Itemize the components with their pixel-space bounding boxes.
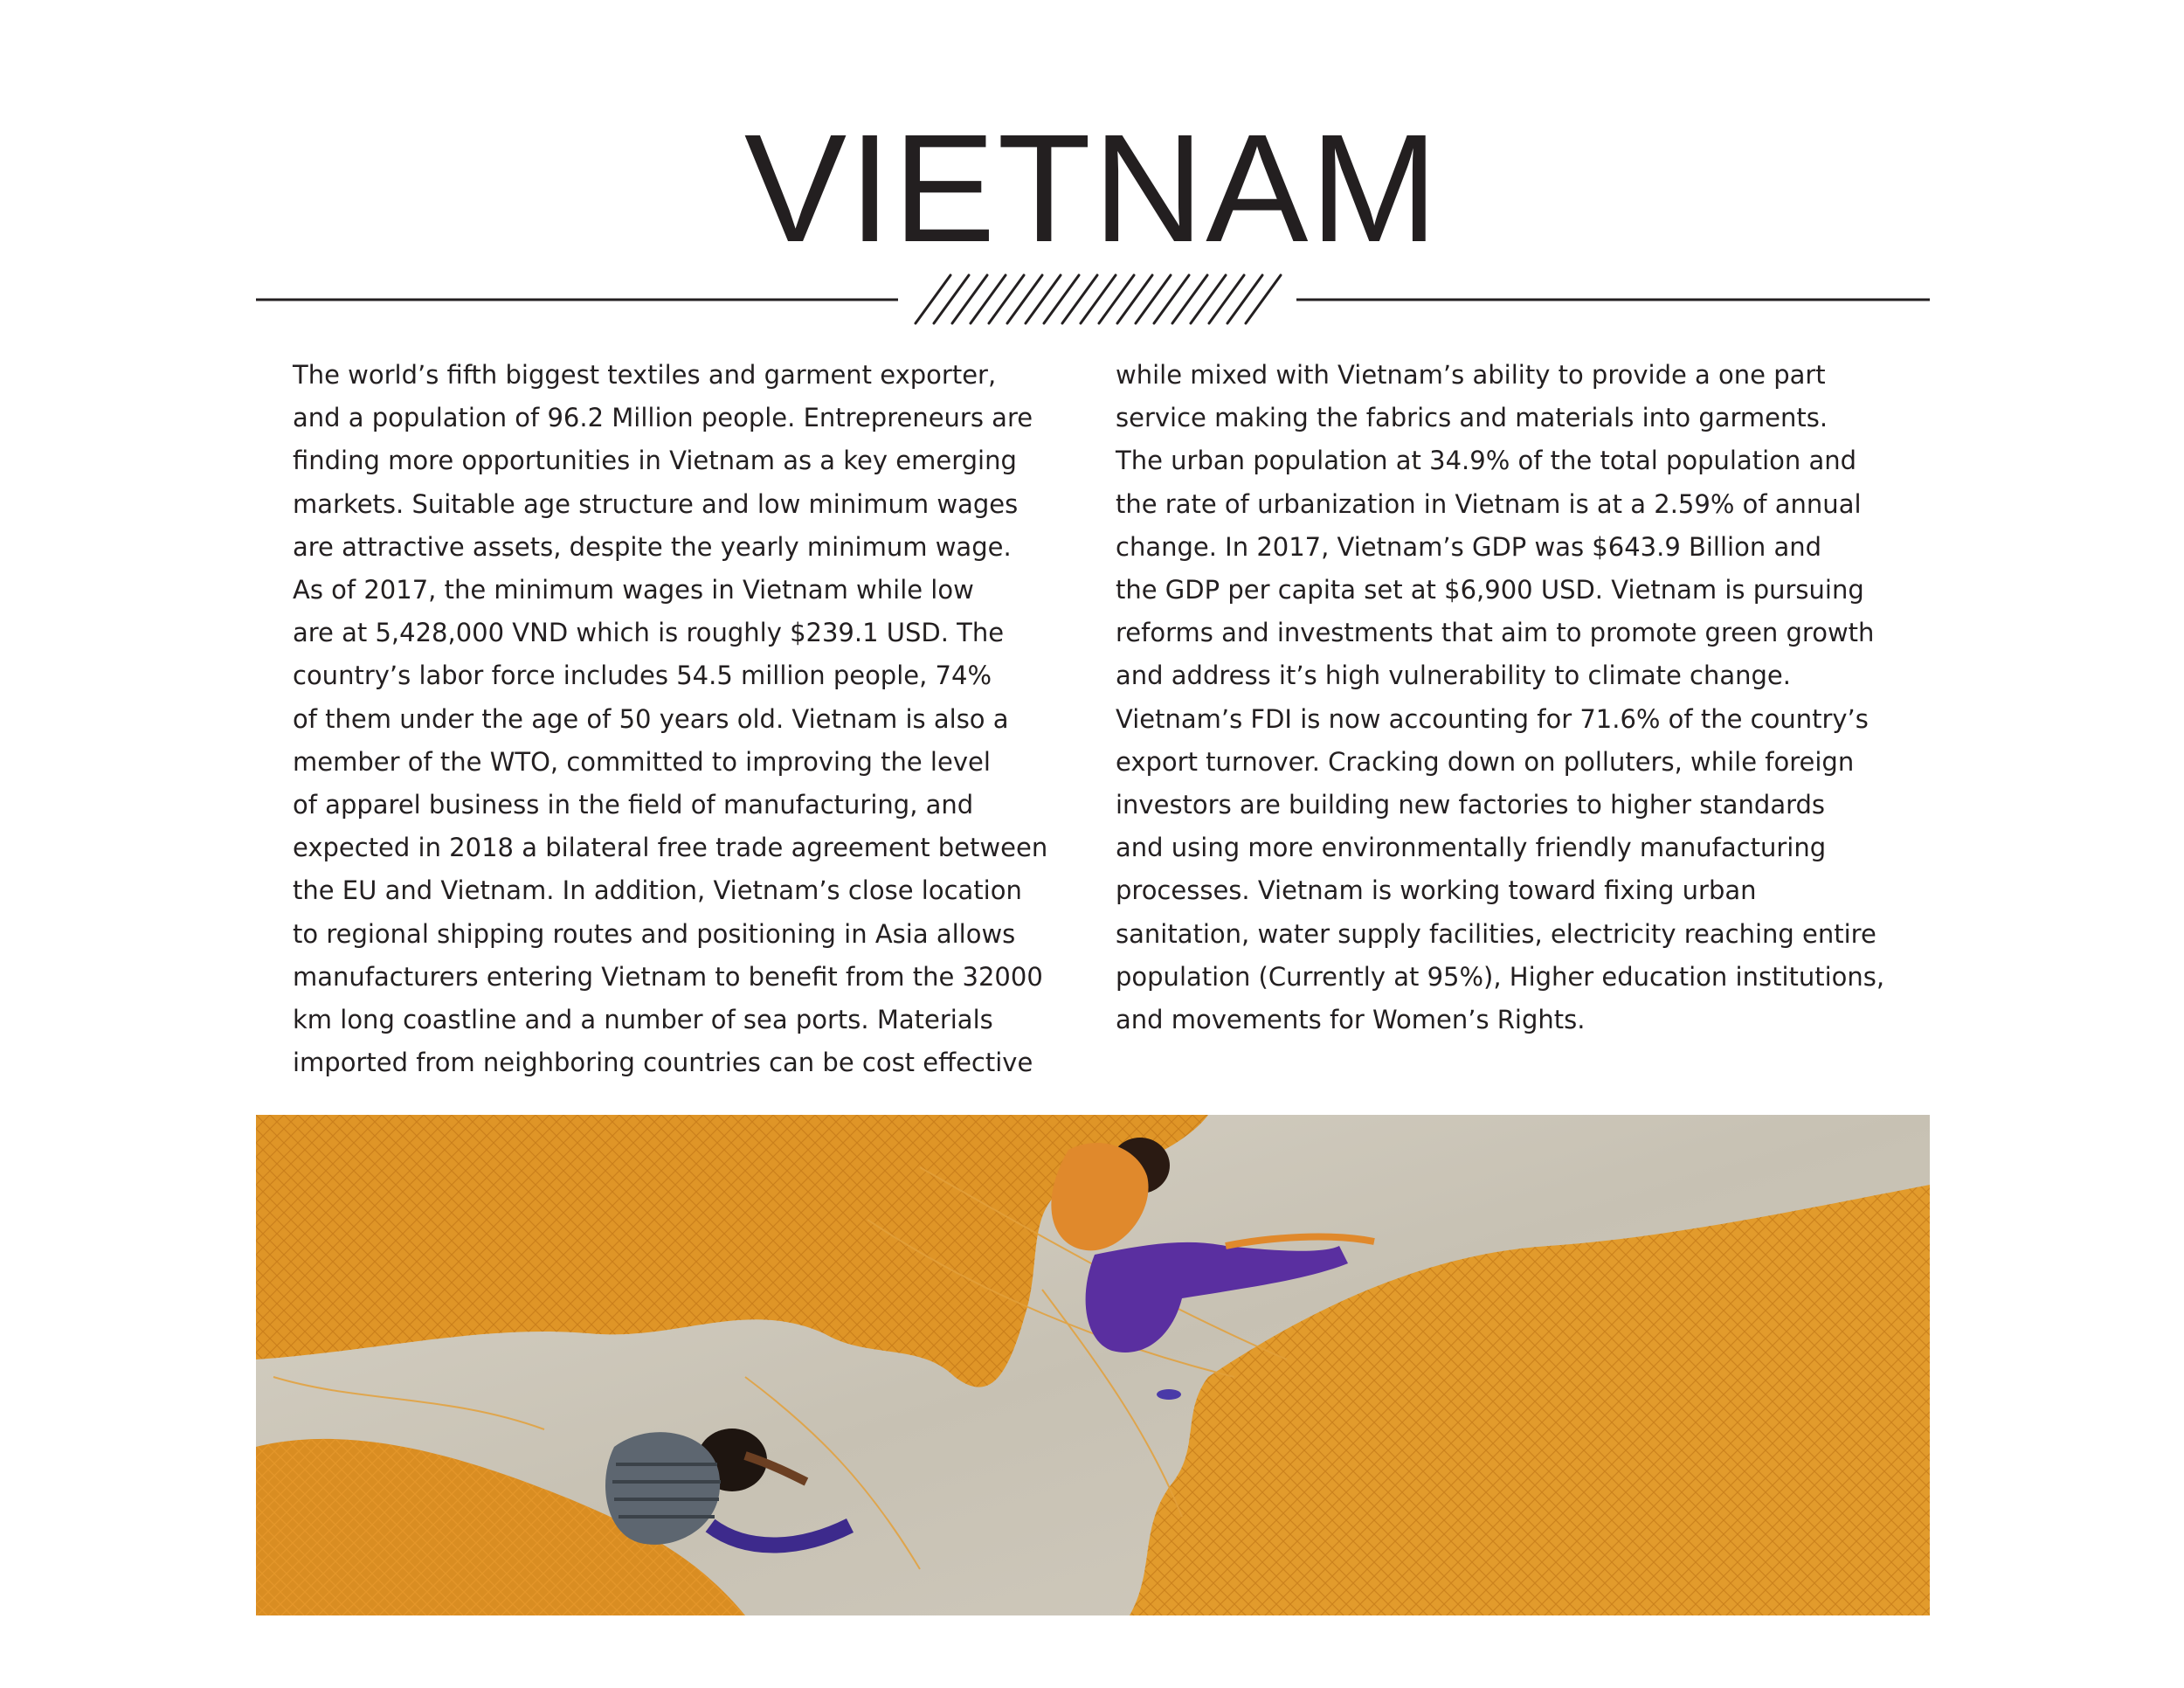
text-line: the EU and Vietnam. In addition, Vietnam’s close location	[293, 875, 1022, 906]
text-line: export turnover. Cracking down on polluters, while foreign	[1116, 746, 1855, 777]
text-line: the rate of urbanization in Vietnam is at a 2.59% of annual	[1116, 488, 1862, 519]
text-line: and using more environmentally friendly manufacturing	[1116, 833, 1827, 863]
text-line: reforms and investments that aim to promote green growth	[1116, 618, 1875, 648]
thread-spool	[1157, 1389, 1181, 1400]
text-line: The world’s fifth biggest textiles and garment exporter,	[293, 360, 997, 390]
text-line: country’s labor force includes 54.5 million people, 74%	[293, 661, 992, 691]
text-line: of apparel business in the field of manufacturing, and	[293, 790, 974, 820]
text-line: member of the WTO, committed to improving the level	[293, 746, 991, 777]
text-line: while mixed with Vietnam’s ability to provide a one part	[1116, 360, 1826, 390]
text-line: change. In 2017, Vietnam’s GDP was $643.9 Billion and	[1116, 531, 1822, 562]
photo-fishing-nets	[256, 1115, 1930, 1615]
photo-illustration	[256, 1115, 1930, 1615]
text-line: km long coastline and a number of sea ports. Materials	[293, 1005, 993, 1035]
text-line: and movements for Women’s Rights.	[1116, 1005, 1586, 1035]
text-line: of them under the age of 50 years old. Vietnam is also a	[293, 703, 1009, 734]
body-text-left-column	[293, 354, 1079, 1084]
text-line: expected in 2018 a bilateral free trade agreement between	[293, 833, 1048, 863]
text-line: manufacturers entering Vietnam to benefit from the 32000	[293, 961, 1043, 992]
text-line: sanitation, water supply facilities, electricity reaching entire	[1116, 918, 1876, 949]
text-line: to regional shipping routes and positioning in Asia allows	[293, 918, 1016, 949]
text-line: population (Currently at 95%), Higher education institutions,	[1116, 961, 1885, 992]
text-line: processes. Vietnam is working toward fixing urban	[1116, 875, 1757, 906]
text-line: imported from neighboring countries can be cost effective	[293, 1048, 1033, 1078]
divider-hatch	[916, 275, 1281, 323]
text-line: As of 2017, the minimum wages in Vietnam while low	[293, 575, 974, 605]
text-line: are at 5,428,000 VND which is roughly $239.1 USD. The	[293, 618, 1005, 648]
text-line: investors are building new factories to higher standards	[1116, 790, 1826, 820]
text-line: and address it’s high vulnerability to climate change.	[1116, 661, 1791, 691]
text-line: markets. Suitable age structure and low minimum wages	[293, 488, 1019, 519]
text-line: finding more opportunities in Vietnam as a key emerging	[293, 446, 1017, 476]
body-text-right-column	[1116, 354, 1919, 1041]
text-line: and a population of 96.2 Million people. Entrepreneurs are	[293, 403, 1033, 433]
page-title: VIETNAM	[743, 103, 1441, 274]
text-line: are attractive assets, despite the yearly minimum wage.	[293, 531, 1012, 562]
text-line: Vietnam’s FDI is now accounting for 71.6% of the country’s	[1116, 703, 1869, 734]
text-line: service making the fabrics and materials into garments.	[1116, 403, 1828, 433]
text-line: The urban population at 34.9% of the total population and	[1116, 446, 1857, 476]
title-divider	[0, 262, 2184, 332]
text-line: the GDP per capita set at $6,900 USD. Vietnam is pursuing	[1116, 575, 1864, 605]
